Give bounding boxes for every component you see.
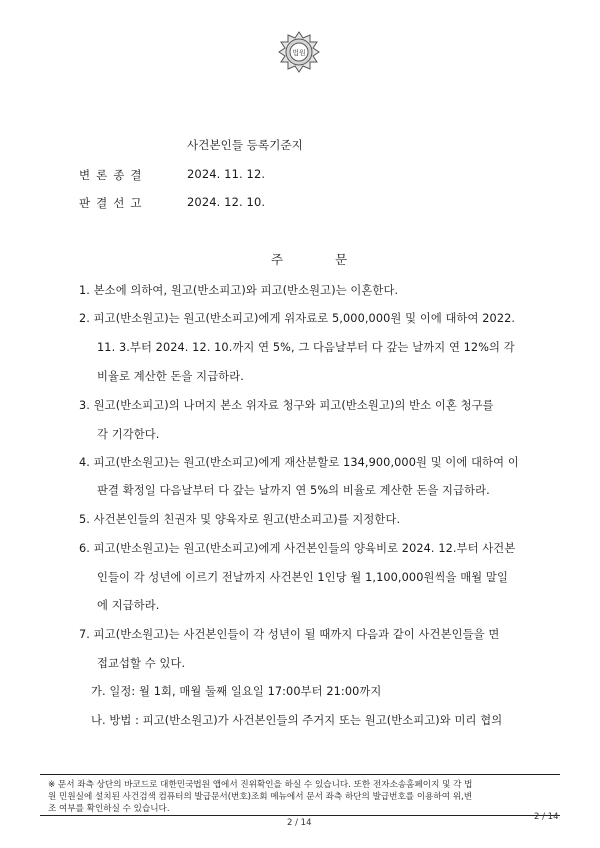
notice-line: 조 여부를 확인하실 수 있습니다. xyxy=(48,804,170,814)
court-emblem-icon xyxy=(277,30,321,74)
order-line: 인들이 각 성년에 이르기 전날까지 사건본인 1인당 월 1,100,000원씩을 매월 말일 xyxy=(97,571,508,584)
page-number-right: 2 / 14 xyxy=(534,812,559,822)
authenticity-notice xyxy=(40,774,560,816)
order-line: 비율로 계산한 돈을 지급하라. xyxy=(97,370,244,383)
emblem-text: 법원 xyxy=(292,49,306,57)
order-line: 접교섭할 수 있다. xyxy=(97,657,186,670)
order-title-left: 주 xyxy=(271,252,284,267)
order-line: 가. 일정: 월 1회, 매월 둘째 일요일 17:00부터 21:00까지 xyxy=(91,685,382,698)
order-line: 6. 피고(반소원고)는 원고(반소피고)에게 사건본인들의 양육비로 2024. 12.부터 사건본 xyxy=(79,542,516,555)
closing-date: 2024. 11. 12. xyxy=(187,167,266,181)
order-line: 11. 3.부터 2024. 12. 10.까지 연 5%, 그 다음날부터 다 갚는 날까지 연 12%의 각 xyxy=(97,341,515,354)
order-line: 판결 확정일 다음날부터 다 갚는 날까지 연 5%의 비율로 계산한 돈을 지급하라. xyxy=(97,484,490,497)
order-line: 4. 피고(반소원고)는 원고(반소피고)에게 재산분할로 134,900,000원 및 이에 대하여 이 xyxy=(79,456,519,469)
page-number: 2 / 14 xyxy=(287,818,312,828)
order-line: 1. 본소에 의하여, 원고(반소피고)와 피고(반소원고)는 이혼한다. xyxy=(79,284,399,297)
judgment-label: 판결선고 xyxy=(79,196,148,210)
notice-line: 원 민원실에 설치된 사건검색 컴퓨터의 발급문서(번호)조회 메뉴에서 문서 좌측 하단의 발급번호를 이용하여 위,변 xyxy=(48,792,473,802)
order-line: 5. 사건본인들의 친권자 및 양육자로 원고(반소피고)를 지정한다. xyxy=(79,513,401,526)
order-line: 나. 방법 : 피고(반소원고)가 사건본인들의 주거지 또는 원고(반소피고)와 미리 협의 xyxy=(91,714,503,727)
order-line: 각 기각한다. xyxy=(97,428,160,441)
order-title xyxy=(271,250,347,268)
judgment-date: 2024. 12. 10. xyxy=(187,195,266,209)
closing-label: 변론종결 xyxy=(79,168,148,182)
order-line: 2. 피고(반소원고)는 원고(반소피고)에게 위자료로 5,000,000원 및 이에 대하여 2022. xyxy=(79,312,516,325)
registration-base-label: 사건본인들 등록기준지 xyxy=(187,138,303,152)
notice-line: ※ 문서 좌측 상단의 바코드로 대한민국법원 앱에서 진위확인을 하실 수 있습니다. 또한 전자소송홈페이지 및 각 법 xyxy=(48,780,473,790)
order-line: 7. 피고(반소원고)는 사건본인들이 각 성년이 될 때까지 다음과 같이 사건본인들을 면 xyxy=(79,628,500,641)
order-line: 3. 원고(반소피고)의 나머지 본소 위자료 청구와 피고(반소원고)의 반소 이혼 청구를 xyxy=(79,399,494,412)
order-line: 에 지급하라. xyxy=(97,599,160,612)
order-title-right: 문 xyxy=(335,252,348,267)
